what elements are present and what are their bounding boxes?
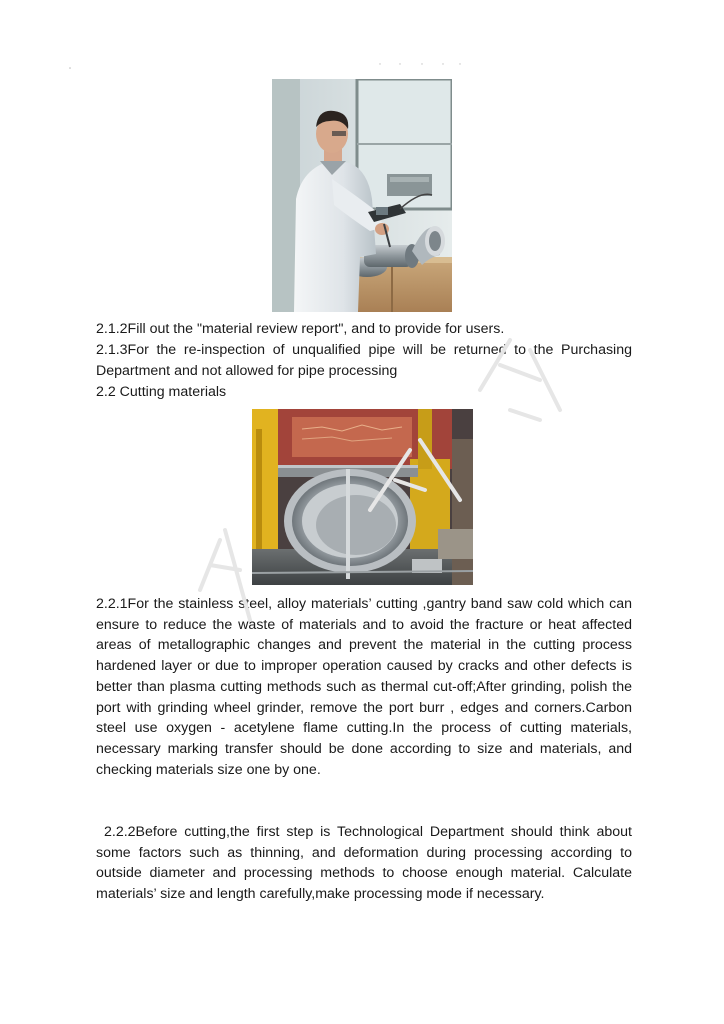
scan-artifact-dots xyxy=(60,58,480,72)
inspector-photo xyxy=(272,79,452,312)
paragraph-2-2-1: 2.2.1For the stainless steel, alloy materials’ cutting ,gantry band saw cold which can ensure to reduce the waste of materials and to avoid the fracture or heat affected areas of metallographic changes and prevent the material in the cutting process hardened layer or due to improper operation caused by cracks and other defects is better than plasma cutting methods such as thermal cut-off;After grinding, polish the port with grinding wheel grinder, remove the port burr , edges and corners.Carbon steel use oxygen - acetylene flame cutting.In the process of cutting materials, necessary marking transfer should be done according to size and materials, and checking materials size one by one. xyxy=(96,596,632,778)
heading-cutting-materials: 2.2 Cutting materials xyxy=(96,384,227,400)
pipe-cutting-photo xyxy=(252,409,473,585)
paragraph-2-2-2: 2.2.2Before cutting,the first step is Technological Department should think about some factors such as thinning, and deformation during processing according to outside diameter and processing methods to choose enough material. Calculate materials’ size and length carefully,make processing mode if necessary. xyxy=(96,824,632,903)
paragraph-2-1-3: 2.1.3For the re-inspection of unqualified pipe will be returned to the Purchasing Department and not allowed for pipe processing xyxy=(96,342,632,379)
paragraph-2-1-2: 2.1.2Fill out the "material review report", and to provide for users. xyxy=(96,321,505,337)
